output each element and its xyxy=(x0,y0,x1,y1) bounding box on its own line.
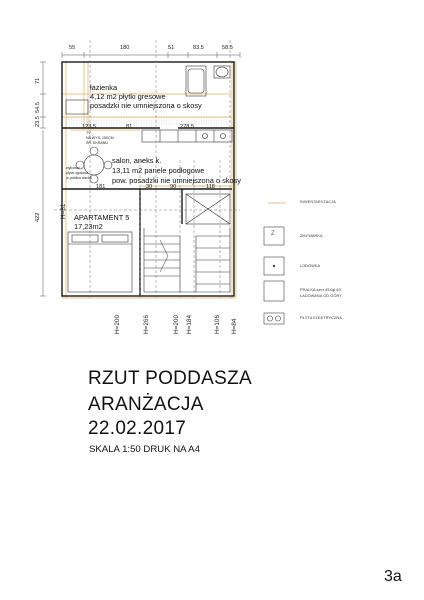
wall-note-3: w pobliżu dachu xyxy=(66,176,92,180)
dim-top-3: 51 xyxy=(168,45,175,51)
dim-left-3: 23.5 xyxy=(35,116,41,127)
dim-left-4: 422 xyxy=(35,212,41,222)
legend-symbols xyxy=(264,203,286,324)
bath-name: łazienka xyxy=(90,83,118,92)
legend-pralka-1: PRALKA szer.45Xgł.60 xyxy=(300,288,341,292)
legend-lodowka: LODÓWKA xyxy=(300,264,321,268)
height-2: H=266 xyxy=(143,314,150,334)
legend-plyta: PŁYTA ELEKTRYCZNA xyxy=(300,316,342,320)
dim-mid-2: 81 xyxy=(126,124,133,130)
dim-lower-3: 90 xyxy=(170,184,177,190)
dim-mid-1: 123.5 xyxy=(82,124,96,130)
wall-note-1: wykonać xyxy=(66,166,80,170)
dim-top-2: 180 xyxy=(120,45,130,51)
wall-note-2: płyta ogniowa xyxy=(66,171,88,175)
tv-note-3: ŚR. EKRANU xyxy=(86,141,108,145)
apartment-area: 17,23m2 xyxy=(74,222,103,231)
tv-note-2: NA WYS. 150CM xyxy=(86,136,114,140)
dim-lower-1: 181 xyxy=(96,184,106,190)
bath-note: posadzki nie umniejszona o skosy xyxy=(90,101,202,110)
dim-top-1: 55 xyxy=(69,45,76,51)
height-1: H=200 xyxy=(114,314,121,334)
title-line-1: RZUT PODDASZA xyxy=(88,368,253,389)
page-label: 3a xyxy=(384,568,402,585)
height-4: H=184 xyxy=(186,314,193,334)
legend-inwentaryzacja: INWENTARYZACJA xyxy=(300,200,336,204)
height-left: H=81 xyxy=(60,203,67,219)
bed xyxy=(68,232,132,292)
zmywarka-symbol: Z xyxy=(271,231,275,237)
bath-area: 4,12 m2 płytki gresowe xyxy=(90,92,166,101)
dim-top-5: 58.5 xyxy=(222,45,233,51)
title-line-4: SKALA 1:50 DRUK NA A4 xyxy=(89,444,200,455)
kitchen-counter xyxy=(142,130,232,142)
apartment-name: APARTAMENT 5 xyxy=(74,213,130,222)
height-3: H=200 xyxy=(173,314,180,334)
height-5: H=106 xyxy=(214,314,221,334)
dim-left-1: 71 xyxy=(35,77,41,84)
staircase xyxy=(144,228,230,292)
tv-note-1: TV xyxy=(86,131,91,135)
wardrobe xyxy=(186,194,230,224)
height-6: H=84 xyxy=(231,318,238,334)
dim-left-2: 54.5 xyxy=(35,102,41,113)
dim-top-4: 83.5 xyxy=(193,45,204,51)
dim-lower-2: 30 xyxy=(146,184,153,190)
title-line-3: 22.02.2017 xyxy=(88,418,187,439)
salon-note: pow. posadzki nie umniejszona o skosy xyxy=(112,176,241,185)
salon-area: 13,11 m2 panele podłogowe xyxy=(112,166,205,175)
title-line-2: ARANŻACJA xyxy=(88,394,204,415)
dim-mid-3: 278.5 xyxy=(180,124,194,130)
legend-pralka-2: ŁADOWANA OD GÓRY xyxy=(300,294,342,298)
salon-name: salon, aneks k. xyxy=(112,156,162,165)
legend-zmywarka: ZMYWARKA xyxy=(300,234,323,238)
dim-lower-4: 118 xyxy=(206,184,215,190)
